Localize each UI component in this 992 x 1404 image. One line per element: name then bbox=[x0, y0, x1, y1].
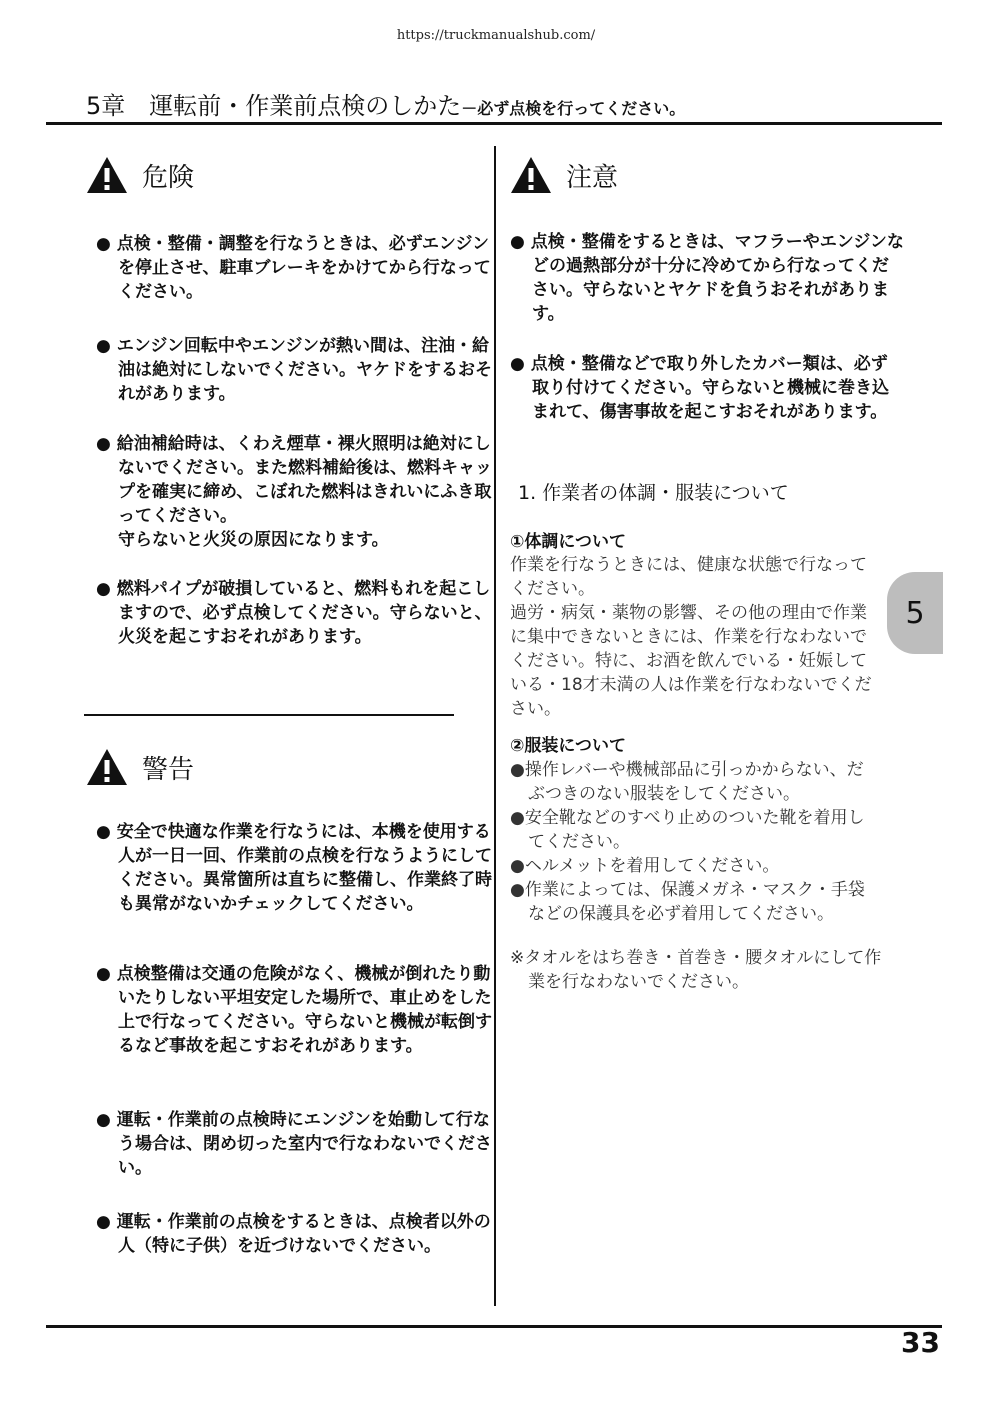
warning-triangle-icon bbox=[86, 156, 128, 194]
danger-label: 危険 bbox=[142, 162, 195, 193]
health-text-2: 過労・病気・薬物の影響、その他の理由で作業に集中できないときには、作業を行なわないでください。特に、お酒を飲んでいる・妊娠している・18才未満の人は作業を行なわないでください。 bbox=[510, 603, 872, 719]
section-divider bbox=[84, 714, 454, 716]
danger-item-2: ● エンジン回転中やエンジンが熱い間は、注油・給油は絶対にしないでください。ヤケドをするおそれがあります。 bbox=[96, 336, 492, 404]
warning-item-4: ● 運転・作業前の点検をするときは、点検者以外の人（特に子供）を近づけないでください。 bbox=[96, 1212, 491, 1256]
warning-label: 警告 bbox=[142, 754, 195, 785]
list-item: ●安全靴などのすべり止めのついた靴を着用してください。 bbox=[510, 808, 865, 852]
health-heading: ①体調について bbox=[510, 532, 627, 552]
header-rule bbox=[46, 122, 942, 125]
page-title bbox=[86, 86, 685, 121]
warning-triangle-icon bbox=[86, 748, 128, 786]
warning-item-1: ● 安全で快適な作業を行なうには、本機を使用する人が一日一回、作業前の点検を行なうようにしてください。異常箇所は直ちに整備し、作業終了時も異常がないかチェックしてください。 bbox=[96, 822, 492, 914]
danger-heading bbox=[86, 156, 194, 194]
warning-item-3: ● 運転・作業前の点検時にエンジンを始動して行なう場合は、閉め切った室内で行なわないでください。 bbox=[96, 1110, 492, 1178]
list-item: ●操作レバーや機械部品に引っかからない、だぶつきのない服装をしてください。 bbox=[510, 760, 864, 804]
clothing-list bbox=[510, 758, 880, 926]
danger-item-4: ● 燃料パイプが破損していると、燃料もれを起こしますので、必ず点検してください。守らないと、火災を起こすおそれがあります。 bbox=[96, 579, 492, 647]
chapter-title-main: 5章 運転前・作業前点検のしかた bbox=[86, 92, 462, 120]
health-text bbox=[510, 553, 880, 721]
caution-item-1: ● 点検・整備をするときは、マフラーやエンジンなどの過熱部分が十分に冷めてから行なってください。守らないとヤケドを負うおそれがあります。 bbox=[510, 232, 904, 324]
warning-heading bbox=[86, 748, 194, 786]
caution-item-2: ● 点検・整備などで取り外したカバー類は、必ず取り付けてください。守らないと機械に巻き込まれて、傷害事故を起こすおそれがあります。 bbox=[510, 354, 889, 422]
health-text-1: 作業を行なうときには、健康な状態で行なってください。 bbox=[510, 555, 867, 599]
warning-item-2: ● 点検整備は交通の危険がなく、機械が倒れたり動いたりしない平坦安定した場所で、車止めをした上で行なってください。守らないと機械が転倒するなど事故を起こすおそれがあります。 bbox=[96, 964, 492, 1056]
chapter-tab: 5 bbox=[887, 572, 943, 654]
danger-item-3-text: ● 給油補給時は、くわえ煙草・裸火照明は絶対にしないでください。また燃料補給後は、燃料キャップを確実に締め、こぼれた燃料はきれいにふき取ってください。 bbox=[96, 434, 492, 526]
danger-item-3-note: 守らないと火災の原因になります。 bbox=[118, 530, 389, 550]
chapter-subtitle: －必ず点検を行ってください。 bbox=[461, 99, 686, 118]
caution-heading bbox=[510, 156, 618, 194]
clothing-heading: ②服装について bbox=[510, 736, 627, 756]
source-url: https://truckmanualshub.com/ bbox=[396, 28, 596, 43]
danger-item-1: ● 点検・整備・調整を行なうときは、必ずエンジンを停止させ、駐車ブレーキをかけてから行なってください。 bbox=[96, 234, 491, 302]
danger-item-3 bbox=[96, 432, 498, 552]
list-item: ●ヘルメットを着用してください。 bbox=[510, 856, 780, 876]
list-item: ●作業によっては、保護メガネ・マスク・手袋などの保護具を必ず着用してください。 bbox=[510, 880, 865, 924]
warning-triangle-icon bbox=[510, 156, 552, 194]
section-1-title: 1. 作業者の体調・服装について bbox=[518, 482, 789, 504]
page-number: 33 bbox=[901, 1326, 940, 1359]
towel-note: ※タオルをはち巻き・首巻き・腰タオルにして作業を行なわないでください。 bbox=[510, 948, 882, 992]
footer-rule bbox=[46, 1325, 942, 1328]
caution-label: 注意 bbox=[566, 162, 619, 193]
